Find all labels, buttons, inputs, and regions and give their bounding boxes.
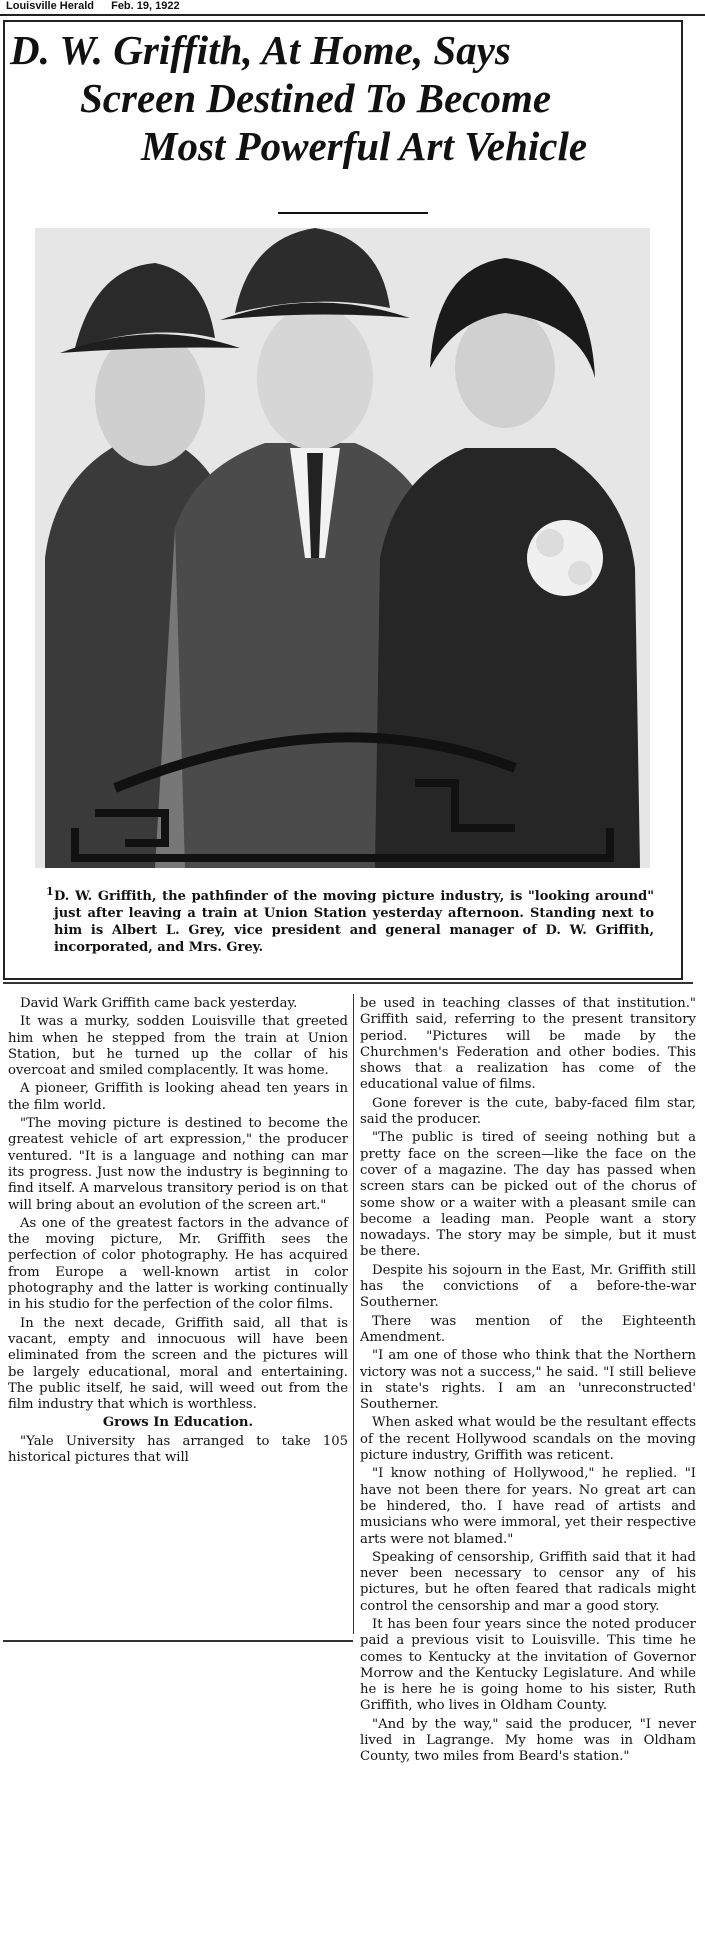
photo-illustration: [35, 228, 650, 868]
headline-line-3: Most Powerful Art Vehicle: [141, 123, 588, 169]
paragraph: "Yale University has arranged to take 105 historical pictures that will: [8, 1433, 348, 1466]
headline-line-1: D. W. Griffith, At Home, Says: [10, 27, 511, 73]
paragraph: As one of the greatest factors in the advance of the moving picture, Mr. Griffith sees the perfection of color photography. He has acquired from Europe a well-known artist in color photography and the latter is working continually in his studio for the perfection of the color films.: [8, 1215, 348, 1313]
paragraph: When asked what would be the resultant effects of the recent Hollywood scandals on the moving picture industry, Griffith was reticent.: [360, 1415, 696, 1464]
article-column-1: [8, 996, 348, 1468]
paragraph: "And by the way," said the producer, "I never lived in Lagrange. My home was in Oldham County, two miles from Beard's station.": [360, 1716, 696, 1765]
paragraph: Despite his sojourn in the East, Mr. Griffith still has the convictions of a before-the-war Southerner.: [360, 1262, 696, 1311]
header-rule: [0, 14, 705, 16]
article-column-2: [360, 996, 696, 1768]
paragraph: David Wark Griffith came back yesterday.: [20, 996, 298, 1011]
column-1-bottom-rule: [3, 1640, 353, 1642]
paragraph: "The public is tired of seeing nothing but a pretty face on the screen—like the face on the cover of a magazine. The day has passed when screen stars can be picked out of the chorus of some show or a waiter with a pleasant smile can become a leading man. People want a story nowadays. The story may be simple, but it must be there.: [360, 1130, 696, 1260]
caption-text: D. W. Griffith, the pathfinder of the moving picture industry, is "looking around" just after leaving a train at Union Station yesterday afternoon. Standing next to him is Albert L. Grey, vice president and general manager of D. W. Griffith, incorporated, and Mrs. Grey.: [54, 889, 654, 955]
paragraph: "I am one of those who think that the Northern victory was not a success," he said. "I still believe in state's rights. I am an 'unreconstructed' Southerner.: [360, 1348, 696, 1413]
paragraph: Speaking of censorship, Griffith said that it had never been necessary to censor any of his pictures, but he often feared that radicals might control the censorship and mar a good story.: [360, 1549, 696, 1614]
column-divider: [353, 994, 354, 1634]
headline-line-2: Screen Destined To Become: [80, 75, 552, 121]
subheading: Grows In Education.: [102, 1415, 254, 1431]
headline-rule: [278, 212, 428, 214]
caption-bottom-rule: [3, 982, 693, 984]
publication-date: Feb. 19, 1922: [111, 0, 180, 12]
page-header: [6, 0, 686, 12]
paragraph: It has been four years since the noted producer paid a previous visit to Louisville. This time he comes to Kentucky at the invitation of Governor Morrow and the Kentucky Legislature. And while he is here he is going home to his sister, Ruth Griffith, who lives in Oldham County.: [360, 1616, 696, 1714]
newspaper-name: Louisville Herald: [6, 0, 95, 12]
paragraph: "I know nothing of Hollywood," he replied. "I have not been there for years. No great art can be hindered, tho. I have read of artists and musicians who were immoral, yet their respective arts were not blamed.": [360, 1466, 696, 1547]
caption-mark: 1: [46, 885, 54, 898]
paragraph: In the next decade, Griffith said, all that is vacant, empty and innocuous will have been eliminated from the screen and the pictures will be largely educational, moral and entertaining. The public itself, he said, will weed out from the film industry that which is worthless.: [8, 1315, 348, 1413]
paragraph: A pioneer, Griffith is looking ahead ten years in the film world.: [8, 1081, 348, 1113]
paragraph: "The moving picture is destined to become the greatest vehicle of art expression," the producer ventured. "It is a language and nothing can mar its progress. Just now the industry is beginning to find itself. A marvelous transitory period is on that will bring about an evolution of the screen art.": [8, 1116, 348, 1213]
paragraph: Gone forever is the cute, baby-faced film star, said the producer.: [360, 1095, 696, 1128]
paragraph: There was mention of the Eighteenth Amendment.: [360, 1313, 696, 1345]
headline: [6, 26, 676, 170]
paragraph: be used in teaching classes of that institution." Griffith said, referring to the present transitory period. "Pictures will be made by the Churchmen's Federation and other bodies. This shows that a realization has come of the educational value of films.: [360, 996, 696, 1093]
paragraph: It was a murky, sodden Louisville that greeted him when he stepped from the train at Union Station, but he turned up the collar of his overcoat and smiled complacently. It was home.: [8, 1014, 348, 1079]
photo-caption: [46, 885, 654, 956]
news-photograph: [35, 228, 650, 868]
